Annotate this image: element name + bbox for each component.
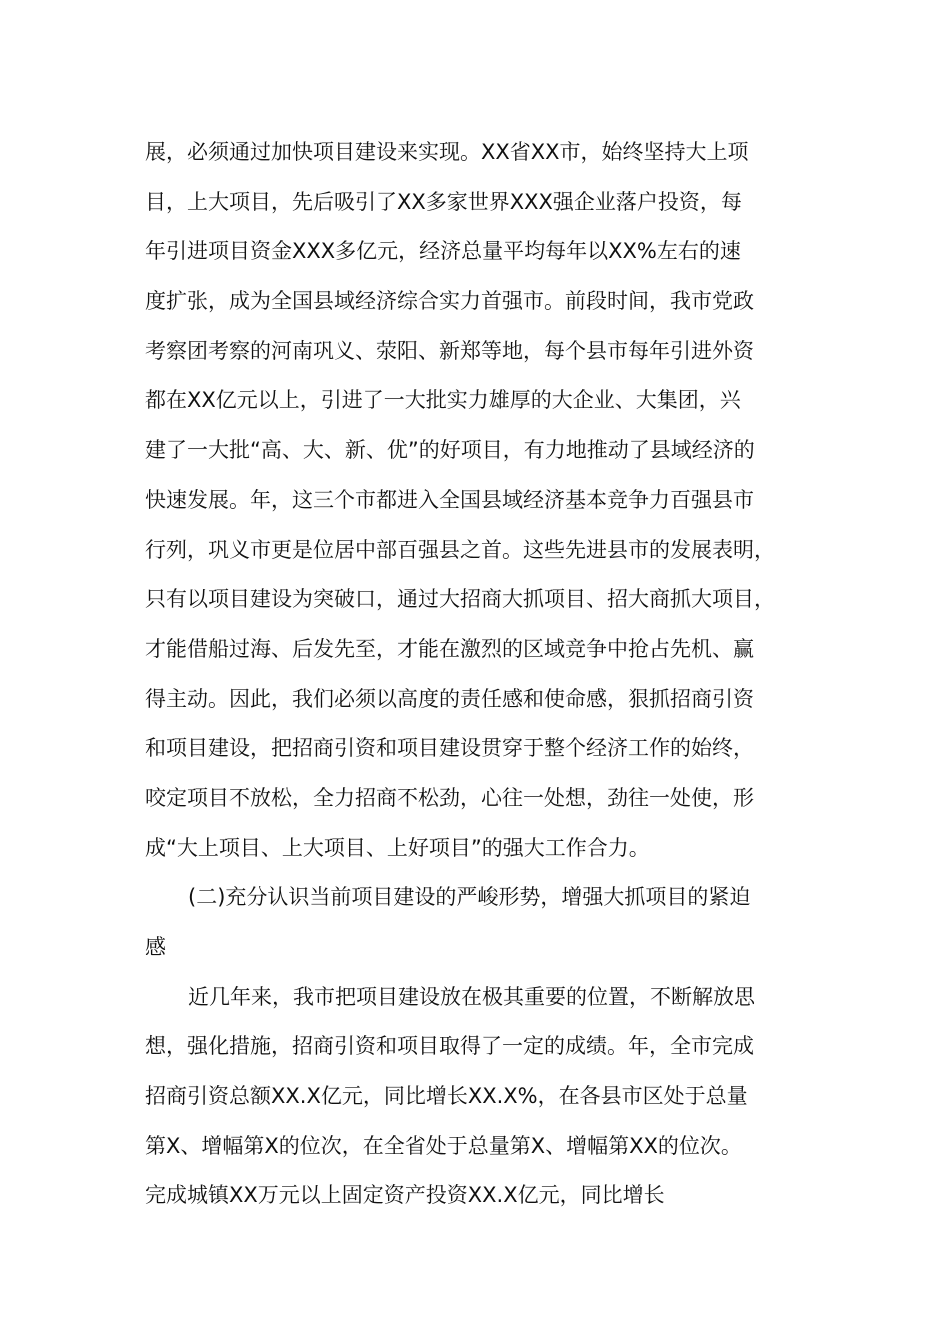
text-line-21: 第X、增幅第X的位次，在全省处于总量第X、增幅第XX的位次。 (145, 1133, 742, 1158)
body-text (145, 128, 815, 1221)
section-heading-line-2: 感 (145, 935, 166, 959)
text-line-1: 展，必须通过加快项目建设来实现。XX省XX市，始终坚持大上项 (145, 140, 749, 164)
text-line-15: 成“大上项目、上大项目、上好项目”的强大工作合力。 (145, 835, 650, 860)
text-line-14: 咬定项目不放松，全力招商不松劲，心往一处想，劲往一处使，形 (145, 785, 754, 810)
text-line-8: 快速发展。年，这三个市都进入全国县域经济基本竞争力百强县市 (145, 487, 754, 512)
text-line-11: 才能借船过海、后发先至，才能在激烈的区域竞争中抢占先机、赢 (145, 636, 754, 661)
text-line-2: 目，上大项目，先后吸引了XX多家世界XXX强企业落户投资，每 (145, 189, 742, 214)
text-line-19: 想，强化措施，招商引资和项目取得了一定的成绩。年，全市完成 (145, 1034, 754, 1059)
text-line-20: 招商引资总额XX.X亿元，同比增长XX.X%，在各县市区处于总量 (145, 1084, 748, 1109)
text-line-12: 得主动。因此，我们必须以高度的责任感和使命感，狠抓招商引资 (145, 686, 754, 711)
section-heading-line-1: (二)充分认识当前项目建设的严峻形势，增强大抓项目的紧迫 (188, 885, 751, 910)
text-line-5: 考察团考察的河南巩义、荥阳、新郑等地，每个县市每年引进外资 (145, 338, 754, 363)
text-line-7: 建了一大批“高、大、新、优”的好项目，有力地推动了县域经济的 (145, 438, 755, 463)
text-line-6: 都在XX亿元以上，引进了一大批实力雄厚的大企业、大集团，兴 (145, 388, 741, 413)
text-line-9: 行列，巩义市更是位居中部百强县之首。这些先进县市的发展表明， (145, 537, 775, 562)
text-line-13: 和项目建设，把招商引资和项目建设贯穿于整个经济工作的始终， (145, 736, 754, 761)
text-line-3: 年引进项目资金XXX多亿元，经济总量平均每年以XX%左右的速 (145, 239, 741, 264)
text-line-22: 完成城镇XX万元以上固定资产投资XX.X亿元，同比增长 (145, 1183, 665, 1208)
text-line-4: 度扩张，成为全国县域经济综合实力首强市。前段时间，我市党政 (145, 289, 754, 314)
text-line-10: 只有以项目建设为突破口，通过大招商大抓项目、招大商抓大项目， (145, 587, 775, 612)
text-line-18: 近几年来，我市把项目建设放在极其重要的位置，不断解放思 (188, 984, 755, 1009)
